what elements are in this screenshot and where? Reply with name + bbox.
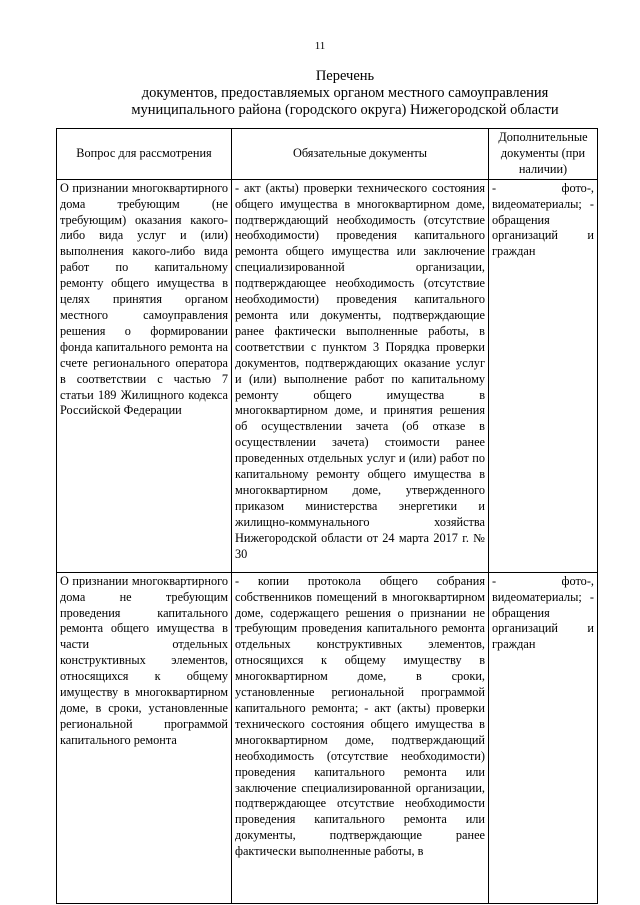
header-documents: Обязательные документы xyxy=(232,129,489,180)
cell-question: О признании многоквартирного дома требующим (не требующим) оказания какого-либо вида услуг и (или) выполнения какого-либо вида работ по капитальному ремонту общего имущества в целях принятия органом местного самоуправления решения о формировании фонда капитального ремонта на счете регионального оператора в соответствии с частью 7 статьи 189 Жилищного кодекса Российской Федерации xyxy=(57,179,232,572)
title-line-3: муниципального района (городского округа) Нижегородской области xyxy=(131,102,559,118)
page-number: 11 xyxy=(314,40,326,52)
header-question: Вопрос для рассмотрения xyxy=(57,129,232,180)
cell-additional: - фото-, видеоматериалы; - обращения организаций и граждан xyxy=(489,179,598,572)
title-line-2: документов, предоставляемых органом местного самоуправления xyxy=(141,85,549,101)
table-header-row xyxy=(57,129,598,180)
cell-documents: - акт (акты) проверки технического состояния общего имущества в многоквартирном доме, подтверждающий необходимость (отсутствие необходимости) проведения капитального ремонта общего имущества или заключение специализированной организации, подтверждающее необходимость (отсутствие необходимости) проведения капитального ремонта или документы, подтверждающие ранее фактически выполненные работы, в соответствии с пунктом 3 Порядка проверки документов, подтверждающих оказание услуг и (или) выполнение работ по капитальному ремонту общего имущества в многоквартирном доме, и принятия решения об осуществлении зачета (об отказе в осуществлении зачета) стоимости ранее проведенных отдельных услуг и (или) работ по капитальному ремонту общего имущества в многоквартирном доме, утвержденного приказом министерства энергетики и жилищно-коммунального хозяйства Нижегородской области от 24 марта 2017 г. № 30 xyxy=(232,179,489,572)
document-title xyxy=(50,68,640,119)
header-additional: Дополнительные документы (при наличии) xyxy=(489,129,598,180)
table-row xyxy=(57,179,598,572)
cell-question: О признании многоквартирного дома не требующим проведения капитального ремонта общего имущества в части отдельных конструктивных элементов, относящихся к общему имуществу в многоквартирном доме, в сроки, установленные региональной программой капитального ремонта xyxy=(57,572,232,903)
table-row xyxy=(57,572,598,903)
title-line-1: Перечень xyxy=(315,68,375,84)
cell-documents: - копии протокола общего собрания собственников помещений в многоквартирном доме, содержащего решения о признании не требующим проведения капитального ремонта отдельных конструктивных элементов, относящихся к общему имуществу в многоквартирном доме, в сроки, установленные региональной программой капитального ремонта; - акт (акты) проверки технического состояния общего имущества в многоквартирном доме, подтверждающий необходимость (отсутствие необходимости) проведения капитального ремонта или заключение специализированной организации, подтверждающее отсутствие необходимости проведения капитального ремонта или документы, подтверждающие ранее фактически выполненные работы, в xyxy=(232,572,489,903)
cell-additional: - фото-, видеоматериалы; - обращения организаций и граждан xyxy=(489,572,598,903)
documents-table xyxy=(56,128,598,904)
